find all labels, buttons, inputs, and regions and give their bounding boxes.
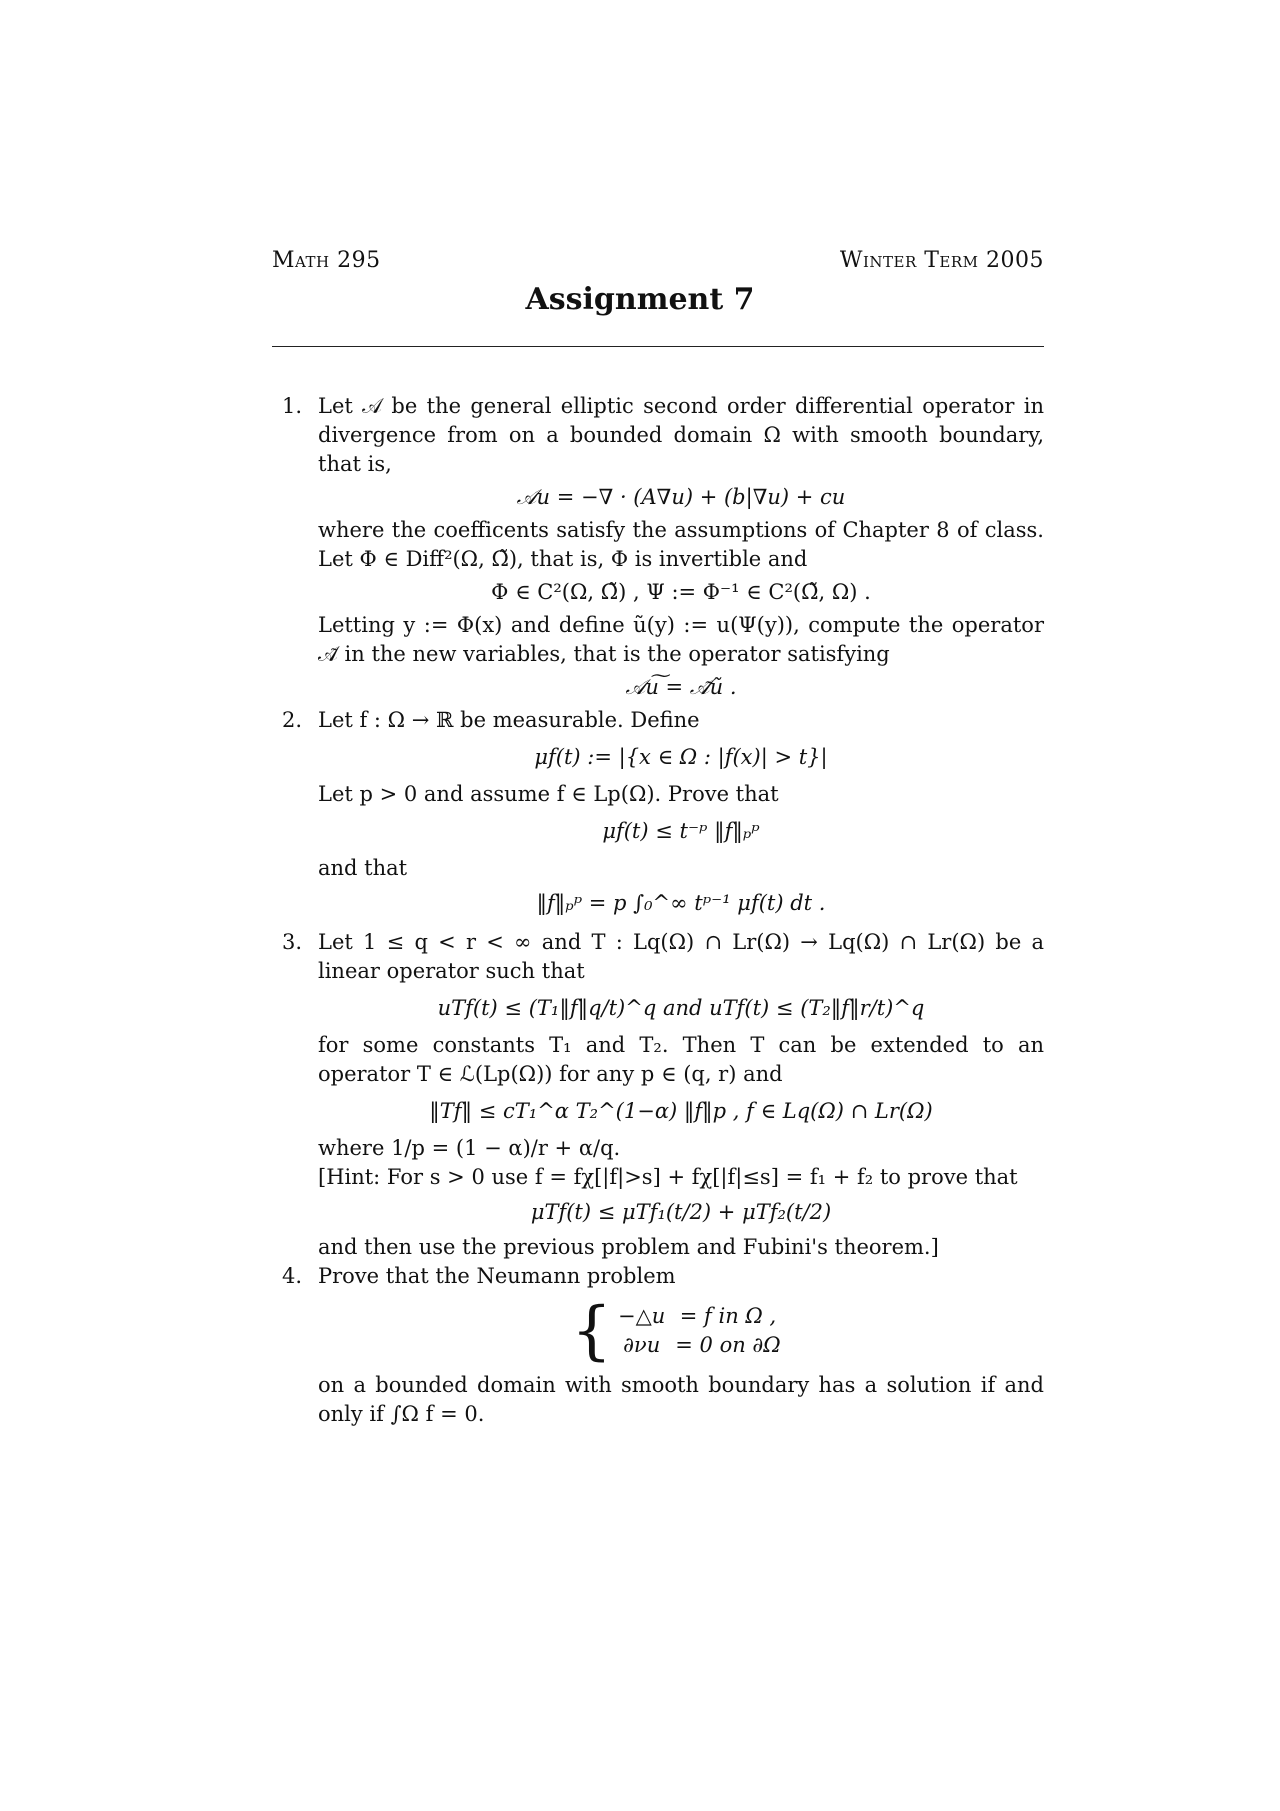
- problem-2: [282, 706, 1044, 918]
- equation: Φ ∈ C²(Ω, Ω̃) , Ψ := Φ⁻¹ ∈ C²(Ω̃, Ω) .: [491, 580, 871, 604]
- equation: 𝒜u͠ = 𝒜̃ũ .: [625, 675, 737, 699]
- page-title: Assignment 7: [525, 282, 755, 317]
- equation: μTf(t) ≤ μTf₁(t/2) + μTf₂(t/2): [530, 1200, 832, 1224]
- cases-block: [571, 1294, 790, 1368]
- problem-text: on a bounded domain with smooth boundary has a solution if and only if ∫Ω f = 0.: [318, 1373, 1044, 1426]
- header-rule: [272, 346, 1044, 347]
- cases-table: [618, 1302, 791, 1360]
- problem-text: where 1/p = (1 − α)/r + α/q.: [318, 1136, 621, 1160]
- problem-text: Letting y := Φ(x) and define ũ(y) := u(Ψ(y)), compute the operator 𝒜̃ in the new variables, that is the operator satisfying: [318, 613, 1044, 666]
- problem-text: Let 1 ≤ q < r < ∞ and T : Lq(Ω) ∩ Lr(Ω) → Lq(Ω) ∩ Lr(Ω) be a linear operator such that: [318, 930, 1044, 983]
- problem-4: [282, 1262, 1044, 1429]
- case-lhs: ∂νu: [623, 1333, 661, 1357]
- problem-number: 4.: [282, 1264, 303, 1288]
- case-row: [618, 1331, 791, 1360]
- problem-list: [282, 392, 1044, 1429]
- equation-system: [318, 1294, 1044, 1368]
- case-rhs: = 0 on ∂Ω: [675, 1333, 781, 1357]
- problem-number: 2.: [282, 708, 303, 732]
- problem-text: Prove that the Neumann problem: [318, 1264, 676, 1288]
- problem-text: for some constants T₁ and T₂. Then T can be extended to an operator T ∈ ℒ(Lp(Ω)) for any p ∈ (q, r) and: [318, 1033, 1044, 1086]
- case-lhs: −△u: [618, 1304, 666, 1328]
- course-label: Math 295: [272, 248, 381, 273]
- left-brace: {: [571, 1294, 612, 1368]
- hint-text: and then use the previous problem and Fubini's theorem.]: [318, 1235, 939, 1259]
- problem-number: 3.: [282, 930, 303, 954]
- problem-text: where the coefficents satisfy the assumptions of Chapter 8 of class. Let Φ ∈ Diff²(Ω, Ω̃), that is, Φ is invertible and: [318, 518, 1044, 571]
- case-rhs: = f in Ω ,: [679, 1304, 777, 1328]
- equation: μf(t) := |{x ∈ Ω : |f(x)| > t}|: [534, 745, 828, 769]
- equation: ‖f‖ₚᵖ = p ∫₀^∞ tᵖ⁻¹ μf(t) dt .: [536, 891, 826, 915]
- equation: 𝒜u = −∇ · (A∇u) + (b|∇u) + cu: [516, 485, 846, 509]
- problem-text: and that: [318, 856, 408, 880]
- case-row: [618, 1302, 791, 1331]
- problem-text: Let 𝒜 be the general elliptic second order differential operator in divergence from on a bounded domain Ω with smooth boundary, that is,: [318, 394, 1044, 476]
- equation: uTf(t) ≤ (T₁‖f‖q/t)^q and uTf(t) ≤ (T₂‖f‖r/t)^q: [437, 996, 925, 1020]
- equation: μf(t) ≤ t⁻ᵖ ‖f‖ₚᵖ: [602, 819, 760, 843]
- problem-text: Let f : Ω → ℝ be measurable. Define: [318, 708, 700, 732]
- hint-text: [Hint: For s > 0 use f = fχ[|f|>s] + fχ[|f|≤s] = f₁ + f₂ to prove that: [318, 1165, 1018, 1189]
- problem-3: [282, 928, 1044, 1262]
- problem-number: 1.: [282, 394, 303, 418]
- problem-1: [282, 392, 1044, 702]
- term-label: Winter Term 2005: [839, 248, 1044, 273]
- equation: ‖Tf‖ ≤ cT₁^α T₂^(1−α) ‖f‖p , f ∈ Lq(Ω) ∩ Lr(Ω): [429, 1099, 933, 1123]
- problem-text: Let p > 0 and assume f ∈ Lp(Ω). Prove that: [318, 782, 779, 806]
